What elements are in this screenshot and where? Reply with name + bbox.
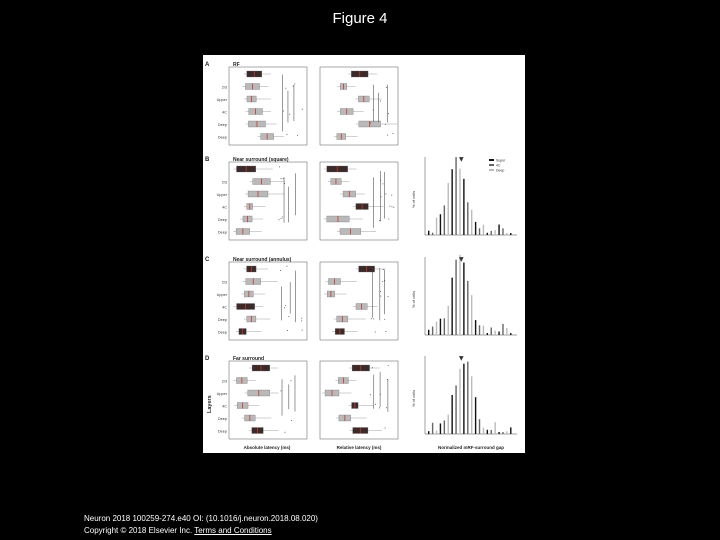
sig-mark [383,269,384,270]
hist-bar [451,169,452,235]
hist-bar [498,432,499,434]
sig-mark [385,193,386,194]
hist-ylabel: % of cells [411,389,416,407]
panel-letter: D [205,356,210,362]
sig-mark [370,122,371,123]
sig-mark [379,220,380,221]
layer-label: Deep [217,417,227,421]
sig-mark [282,216,283,217]
hist-bar [463,364,464,434]
layer-label: Upper [216,193,227,197]
sig-mark [290,380,291,381]
sig-mark [279,219,280,220]
sig-mark [283,178,284,179]
panel-title: Near surround (annulus) [233,257,292,263]
hist-bar [440,423,441,434]
legend-label: Super [496,158,506,163]
hist-bar [448,306,449,335]
hist-bar [487,233,488,235]
sig-mark [285,305,286,306]
sig-mark [382,183,383,184]
hist-bar [498,332,499,335]
hist-bar [467,202,468,235]
hist-bar [432,233,433,235]
layer-label: Deep [217,230,227,235]
sig-mark [393,207,394,208]
sig-mark [380,101,381,102]
sig-mark [380,291,381,292]
panel-title: Far surround [233,356,265,362]
sig-mark [294,83,295,84]
hist-bar [463,263,464,335]
hist-bar [451,395,452,434]
sig-mark [289,114,290,115]
sig-mark [386,87,387,88]
sig-mark [373,318,374,319]
layer-label: 4C [222,205,227,210]
figure-title: Figure 4 [332,10,388,27]
layer-label: Deep [217,330,227,335]
hist-arrow: ▼ [459,156,464,163]
hist-bar [436,218,437,235]
layer-label: 4C [222,404,227,409]
hist-bar [471,295,472,335]
copyright-text: Copyright © 2018 Elsevier Inc. [84,526,193,535]
sig-mark [302,109,303,110]
hist-bar [436,431,437,434]
sig-mark [288,316,289,317]
sig-mark [287,330,288,331]
sig-mark [385,331,386,332]
plot-frame [320,162,398,240]
hist-bar [440,214,441,235]
sig-mark [382,281,383,282]
hist-bar [483,225,484,235]
sig-mark [391,195,392,196]
hist-bar [432,423,433,434]
legend-swatch [489,159,494,161]
plot-frame [320,361,398,439]
sig-mark [380,296,381,297]
hist-bar [455,260,456,335]
hist-bar [483,428,484,434]
sig-mark [280,390,281,391]
sig-mark [293,85,294,86]
hist-bar [459,255,460,335]
sig-mark [389,206,390,207]
hist-bar [463,179,464,235]
hist-bar [510,333,511,335]
legend-swatch [489,169,494,171]
sig-mark [375,332,376,333]
sig-mark [281,218,282,219]
sig-mark [388,296,389,297]
hist-bar [498,225,499,235]
layer-label: Deep [217,318,227,322]
hist-ylabel: % of cells [411,190,416,208]
plot-frame [229,361,307,439]
hist-bar [436,322,437,335]
sig-mark [388,113,389,114]
hist-bar [455,385,456,434]
layer-label: 2/3 [221,379,227,384]
hist-bar [494,230,495,235]
hist-bar [471,210,472,235]
hist-ylabel: % of cells [411,290,416,308]
layer-label: Deep [217,218,227,222]
x-label-relative: Relative latency (ms) [336,445,382,450]
hist-bar [479,228,480,235]
sig-mark [286,266,287,267]
plot-frame [320,262,398,340]
y-axis-label: Layers [207,395,213,413]
hist-bar [448,183,449,235]
sig-mark [384,319,385,320]
terms-link[interactable]: Terms and Conditions [194,526,272,535]
sig-mark [388,219,389,220]
sig-mark [284,307,285,308]
hist-bar [479,325,480,335]
panel-letter: A [205,62,210,68]
panel-title: RF [233,62,240,68]
sig-mark [280,270,281,271]
hist-bar [479,419,480,434]
hist-bar [475,222,476,235]
hist-bar [502,228,503,235]
plot-frame [229,67,307,145]
hist-bar [440,319,441,335]
x-label-normalized: Normalized mRF-surround gap [437,445,505,450]
hist-bar [471,376,472,434]
hist-arrow: ▼ [459,256,464,263]
sig-mark [388,365,389,366]
layer-label: 4C [222,305,227,310]
hist-bar [444,420,445,434]
legend-swatch [489,164,494,166]
hist-bar [491,327,492,335]
sig-mark [285,432,286,433]
layer-label: 2/3 [221,280,227,285]
hist-bar [487,333,488,335]
hist-bar [444,205,445,235]
layer-label: 4C [222,110,227,115]
hist-bar [487,430,488,434]
citation-text: Neuron 2018 100259-274.e40 OI: (10.1016/j.neuron.2018.08.020) [84,514,318,523]
sig-mark [291,420,292,421]
legend-label: 4C [496,163,501,168]
sig-mark [386,407,387,408]
sig-mark [391,206,392,207]
hist-bar [502,432,503,434]
panel-letter: B [205,157,210,163]
hist-bar [510,427,511,434]
hist-bar [459,169,460,235]
layer-label: Upper [216,392,227,396]
layer-label: Upper [216,293,227,297]
sig-mark [385,124,386,125]
hist-bar [428,231,429,235]
plot-frame [320,67,398,145]
hist-bar [506,328,507,335]
hist-bar [448,415,449,434]
sig-mark [379,407,380,408]
sig-mark [283,111,284,112]
sig-mark [385,428,386,429]
figure-image [203,55,525,453]
hist-bar [475,397,476,434]
panel-letter: C [205,257,210,263]
hist-bar [506,233,507,235]
sig-mark [301,318,302,319]
hist-bar [506,431,507,434]
hist-bar [491,231,492,235]
layer-label: Deep [217,429,227,434]
sig-mark [297,135,298,136]
sig-mark [372,367,373,368]
hist-bar [428,431,429,434]
hist-arrow: ▼ [459,355,464,362]
sig-mark [371,318,372,319]
x-label-absolute: Absolute latency (ms) [243,445,291,450]
hist-bar [494,331,495,335]
layer-label: Deep [217,123,227,127]
hist-bar [510,233,511,235]
hist-bar [483,326,484,335]
legend-label: Deep [496,168,505,173]
hist-bar [467,362,468,434]
sig-mark [387,135,388,136]
sig-mark [302,330,303,331]
hist-bar [451,278,452,335]
plot-frame [229,162,307,240]
layer-label: Deep [217,135,227,140]
hist-bar [494,422,495,434]
hist-bar [432,327,433,335]
sig-mark [370,394,371,395]
layer-label: 2/3 [221,180,227,185]
hist-bar [502,324,503,335]
sig-mark [286,134,287,135]
copyright-line [84,525,318,537]
hist-bar [491,430,492,434]
sig-mark [375,404,376,405]
panel-title: Near surround (square) [233,157,289,163]
figure-footer [84,513,318,537]
hist-bar [475,320,476,335]
hist-bar [467,281,468,335]
sig-mark [279,166,280,167]
sig-mark [301,320,302,321]
sig-mark [285,88,286,89]
sig-mark [280,178,281,179]
hist-bar [428,330,429,335]
hist-bar [455,157,456,235]
layer-label: 2/3 [221,85,227,90]
layer-label: Upper [216,98,227,102]
sig-mark [392,133,393,134]
hist-bar [444,318,445,335]
hist-bar [459,369,460,434]
